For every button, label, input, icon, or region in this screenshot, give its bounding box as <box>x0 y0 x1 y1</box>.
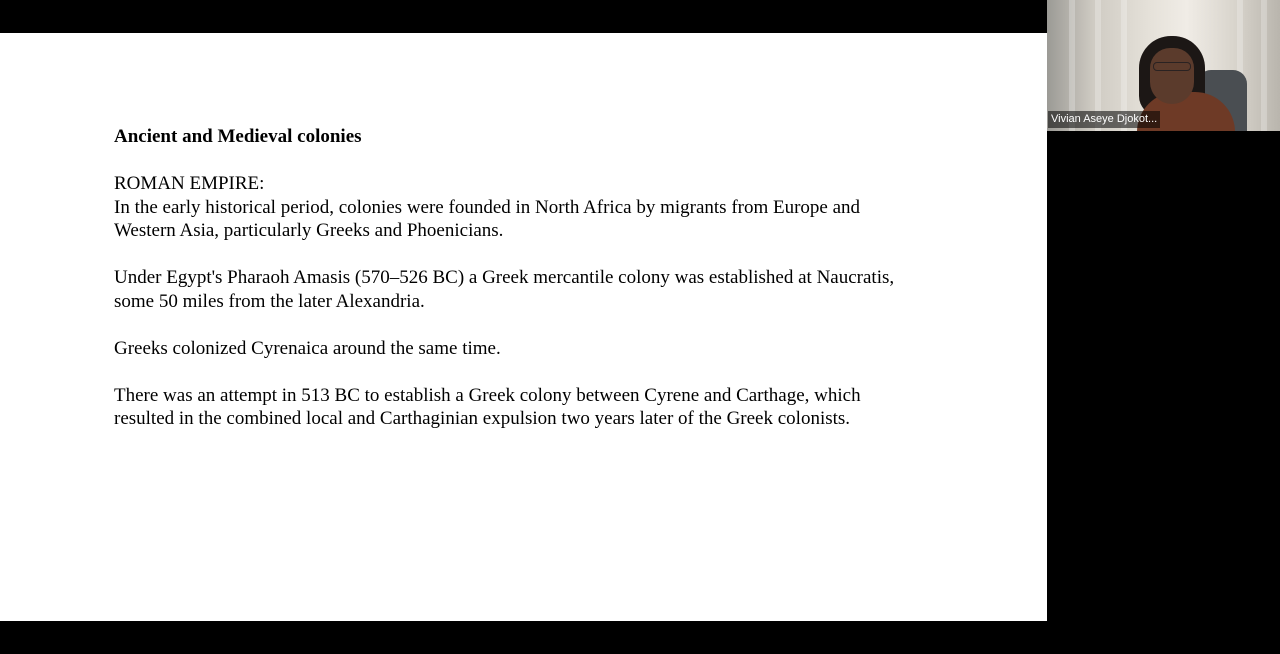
slide-line: some 50 miles from the later Alexandria. <box>114 290 425 312</box>
slide-paragraph-carthage <box>114 384 954 431</box>
slide-content <box>114 125 954 431</box>
slide-line: There was an attempt in 513 BC to establish a Greek colony between Cyrene and Carthage, which <box>114 384 861 406</box>
slide-line: resulted in the combined local and Carthaginian expulsion two years later of the Greek colonists. <box>114 408 851 429</box>
slide-line: Western Asia, particularly Greeks and Phoenicians. <box>114 220 504 241</box>
participant-video-tile[interactable] <box>1047 0 1280 131</box>
slide-paragraph-roman-empire <box>114 172 954 243</box>
slide-title: Ancient and Medieval colonies <box>114 126 362 147</box>
slide-line: In the early historical period, colonies were founded in North Africa by migrants from Europe and <box>114 196 861 218</box>
participant-name-label: Vivian Aseye Djokot... <box>1048 111 1160 128</box>
participant-glasses <box>1153 62 1191 71</box>
slide-paragraph-cyrenaica <box>114 337 954 361</box>
shared-slide <box>0 33 1047 621</box>
slide-line: Under Egypt's Pharaoh Amasis (570–526 BC) a Greek mercantile colony was established at Naucratis, <box>114 267 895 288</box>
slide-line: Greeks colonized Cyrenaica around the same time. <box>114 337 501 359</box>
curtain-fold <box>1261 0 1267 131</box>
participants-panel <box>1047 0 1280 654</box>
slide-paragraph-naucratis <box>114 266 954 313</box>
slide-line: ROMAN EMPIRE: <box>114 173 265 194</box>
participant-face <box>1150 48 1194 104</box>
